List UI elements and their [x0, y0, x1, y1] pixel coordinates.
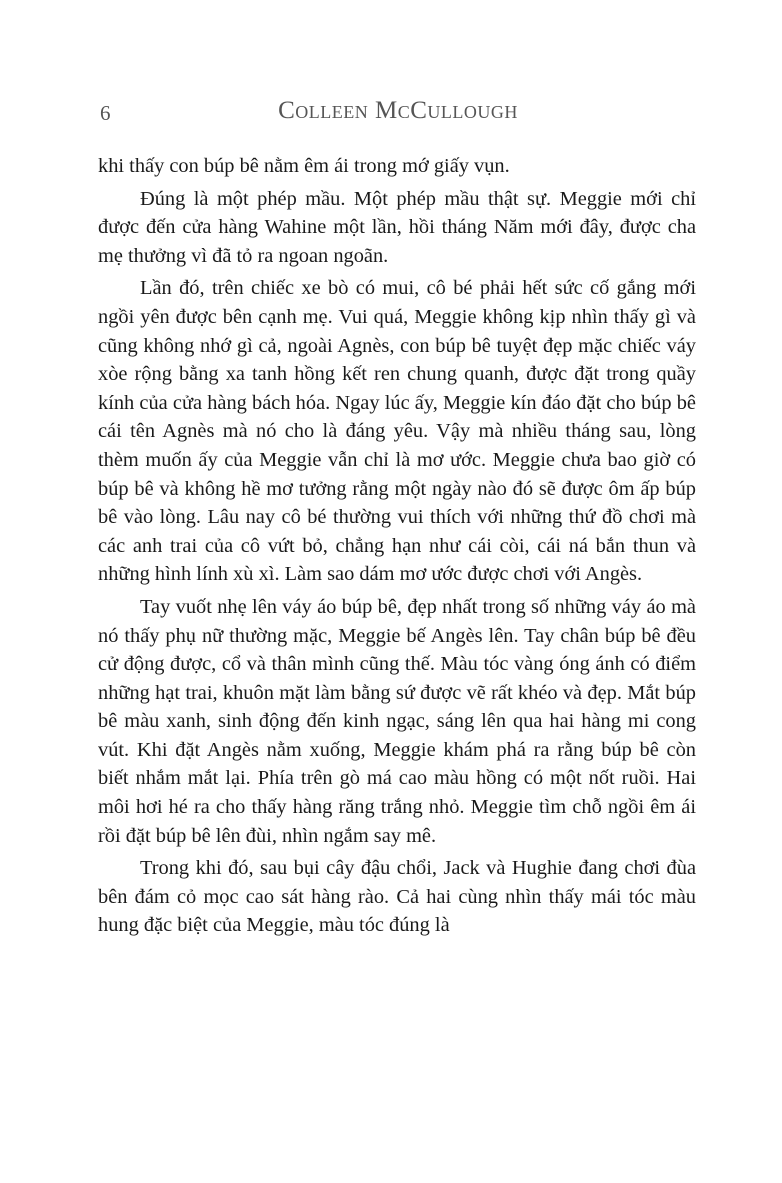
paragraph-4: Tay vuốt nhẹ lên váy áo búp bê, đẹp nhất trong số những váy áo mà nó thấy phụ nữ thường mặc, Meggie bế Angès lên. Tay chân búp bê đều cử động được, cổ và thân mình cũng thế. Màu tóc vàng óng ánh có điểm những hạt trai, khuôn mặt làm bằng sứ được vẽ rất khéo và đẹp. Mắt búp bê màu xanh, sinh động đến kinh ngạc, sáng lên qua hai hàng mi cong vút. Khi đặt Angès nằm xuống, Meggie khám phá ra rằng búp bê còn biết nhắm mắt lại. Phía trên gò má cao màu hồng có một nốt ruồi. Hai môi hơi hé ra cho thấy hàng răng trắng nhỏ. Meggie tìm chỗ ngồi êm ái rồi đặt búp bê lên đùi, nhìn ngắm say mê. — [98, 595, 696, 847]
paragraph-3: Lần đó, trên chiếc xe bò có mui, cô bé phải hết sức cố gắng mới ngồi yên được bên cạnh mẹ. Vui quá, Meggie không kịp nhìn thấy gì và cũng không nhớ gì cả, ngoài Agnès, con búp bê tuyệt đẹp mặc chiếc váy xòe rộng bằng xa tanh hồng kết ren chung quanh, được đặt trong quầy kính của cửa hàng bách hóa. Ngay lúc ấy, Meggie kín đáo đặt cho búp bê cái tên Agnès mà nó cho là đáng yêu. Vậy mà nhiều tháng sau, lòng thèm muốn ấy của Meggie vẫn chỉ là mơ ước. Meggie chưa bao giờ có búp bê và không hề mơ tưởng rằng một ngày nào đó sẽ được ôm ấp búp bê vào lòng. Lâu nay cô bé thường vui thích với những thứ đồ chơi mà các anh trai của cô vứt bỏ, chẳng hạn như cái còi, cái ná bắn thun và những hình lính xù xì. Làm sao dám mơ ước được chơi với Angès. — [98, 277, 696, 586]
page-number: 6 — [100, 101, 111, 125]
running-head — [98, 95, 698, 131]
body-text — [98, 152, 696, 944]
paragraph-2: Đúng là một phép mầu. Một phép mầu thật sự. Meggie mới chỉ được đến cửa hàng Wahine một lần, hồi tháng Năm mới đây, được cha mẹ thưởng vì đã tỏ ra ngoan ngoãn. — [98, 187, 696, 267]
paragraph-1: khi thấy con búp bê nằm êm ái trong mớ giấy vụn. — [98, 155, 510, 177]
paragraph-5: Trong khi đó, sau bụi cây đậu chổi, Jack và Hughie đang chơi đùa bên đám cỏ mọc cao sát hàng rào. Cả hai cùng nhìn thấy mái tóc màu hung đặc biệt của Meggie, màu tóc đúng là — [98, 857, 696, 937]
book-author-header: Colleen McCullough — [278, 97, 518, 124]
